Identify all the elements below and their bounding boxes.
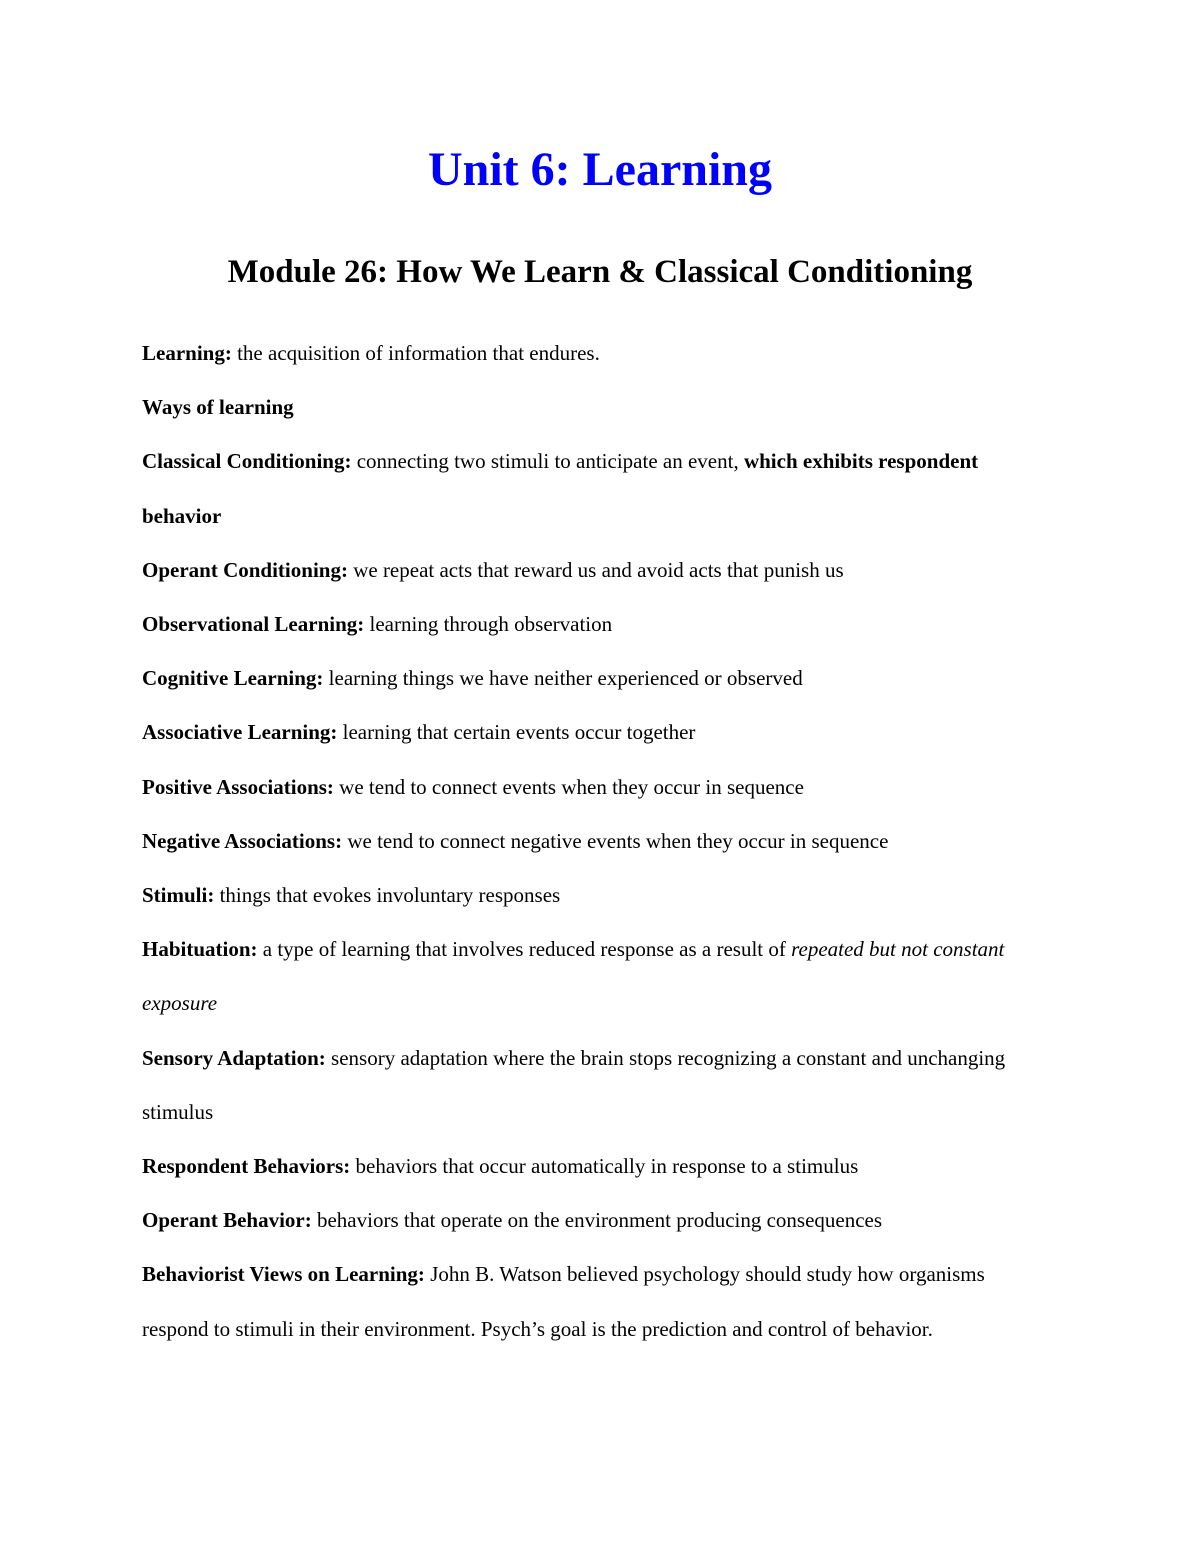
entry-negative-associations <box>142 814 1052 868</box>
section-heading-ways <box>142 380 1052 434</box>
entry-operant-behavior <box>142 1193 1052 1247</box>
notes-body <box>142 326 1052 1356</box>
unit-title: Unit 6: Learning <box>427 143 772 196</box>
entry-behaviorist-views <box>142 1247 1052 1355</box>
term-definition: we tend to connect negative events when they occur in sequence <box>342 828 889 853</box>
term-label: Associative Learning: <box>142 720 338 745</box>
term-definition: sensory adaptation where the brain stops recognizing a constant and unchanging stimulus <box>142 1045 1006 1124</box>
term-label: Positive Associations: <box>142 774 334 799</box>
heading-label: Ways of learning <box>142 395 294 420</box>
term-label: Operant Conditioning: <box>142 557 348 582</box>
entry-observational-learning <box>142 597 1052 651</box>
term-definition: the acquisition of information that endures. <box>231 341 600 365</box>
entry-positive-associations <box>142 760 1052 814</box>
entry-classical-conditioning <box>142 434 1052 542</box>
term-definition: connecting two stimuli to anticipate an event, <box>351 449 744 474</box>
term-definition: learning that certain events occur together <box>337 720 696 745</box>
entry-habituation <box>142 922 1052 1030</box>
term-definition: behaviors that operate on the environment producing consequences <box>311 1208 883 1233</box>
term-label: Behaviorist Views on Learning: <box>142 1262 425 1287</box>
term-definition: learning through observation <box>364 612 613 637</box>
entry-stimuli <box>142 868 1052 922</box>
term-definition: we repeat acts that reward us and avoid acts that punish us <box>347 557 844 582</box>
term-definition: a type of learning that involves reduced response as a result of <box>257 937 792 962</box>
entry-cognitive-learning <box>142 651 1052 705</box>
term-label: Cognitive Learning: <box>142 666 324 691</box>
entry-learning <box>142 326 1052 380</box>
italic-emphasis: repeated but not constant exposure <box>142 937 1005 1016</box>
term-label: Habituation: <box>142 937 258 962</box>
term-label: Classical Conditioning: <box>142 449 352 474</box>
term-label: Operant Behavior: <box>142 1208 312 1233</box>
term-definition: we tend to connect events when they occur in sequence <box>333 774 804 799</box>
term-label: Respondent Behaviors: <box>142 1154 351 1179</box>
term-label: Sensory Adaptation: <box>142 1045 326 1070</box>
term-label: Observational Learning: <box>142 612 365 637</box>
entry-sensory-adaptation <box>142 1031 1052 1139</box>
entry-respondent-behaviors <box>142 1139 1052 1193</box>
term-label: Learning: <box>142 341 232 365</box>
term-label: Negative Associations: <box>142 828 343 853</box>
term-definition: learning things we have neither experienced or observed <box>323 666 803 691</box>
term-definition: behaviors that occur automatically in response to a stimulus <box>350 1154 859 1179</box>
term-definition: things that evokes involuntary responses <box>214 883 561 908</box>
module-title: Module 26: How We Learn & Classical Conditioning <box>227 254 973 290</box>
entry-associative-learning <box>142 705 1052 759</box>
term-definition: John B. Watson believed psychology should study how organisms respond to stimuli in their environment. Psych’s goal is the prediction and control of behavior. <box>142 1262 985 1341</box>
entry-operant-conditioning <box>142 543 1052 597</box>
bold-emphasis: which exhibits respondent behavior <box>142 449 979 528</box>
term-label: Stimuli: <box>142 883 215 908</box>
